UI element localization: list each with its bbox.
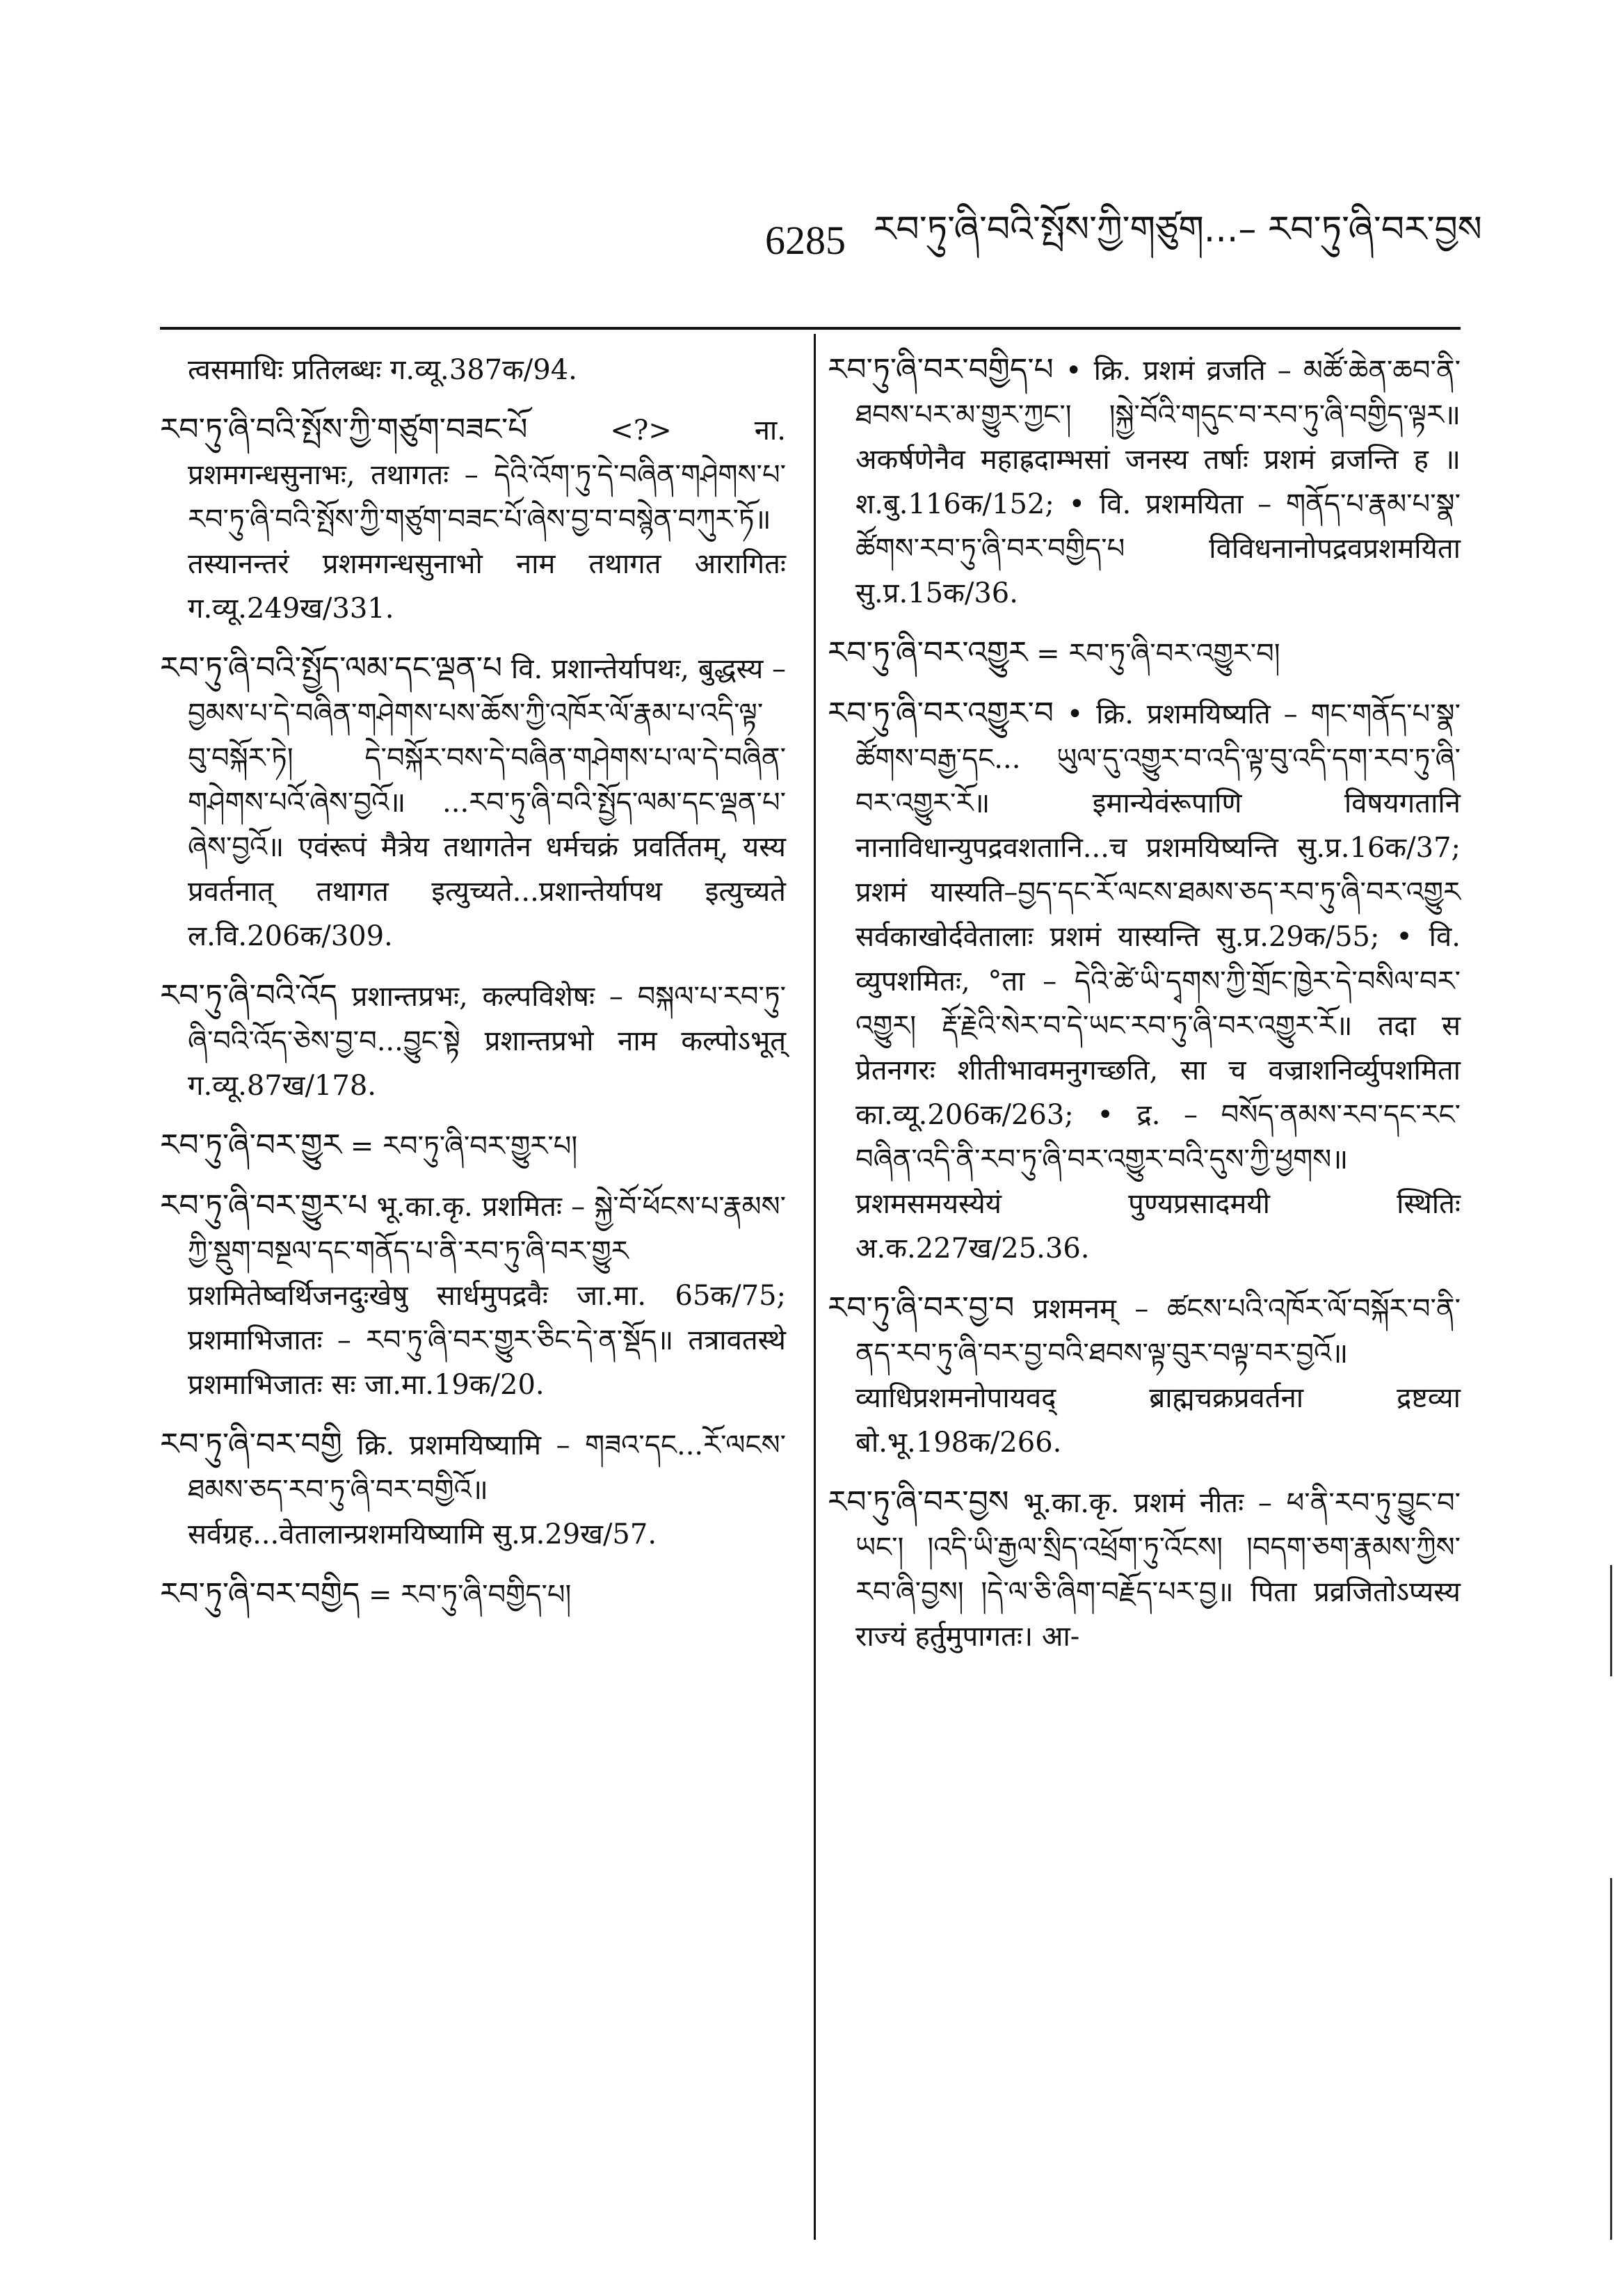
entry-text: क्रि. प्रशमयिष्यामि – གཟའ་དང...རོ་ལངས་ཐམས་ཅད་རབ་ཏུ་ཞི་བར་བགྱིའོ॥ सर्वग्रह...वेतालान्प्रशमयिष्यामि सु.प्र.29ख/57.	[188, 1429, 786, 1550]
entry-headword: རབ་ཏུ་ཞི་བར་བགྱིད་པ	[828, 352, 1054, 387]
dictionary-entry	[160, 348, 786, 392]
entry-headword: རབ་ཏུ་ཞི་བར་གྱུར་པ	[160, 1188, 368, 1224]
entry-headword: རབ་ཏུ་ཞི་བར་གྱུར	[160, 1128, 342, 1163]
entry-text: • क्रि. प्रशमयिष्यति – གང་གནོད་པ་སྣ་ཚོགས་བརྒྱ་དང... ཡུལ་དུ་འགྱུར་བ་འདི་ལྟ་བུ་འདི་དག་རབ་ཏུ་ཞི་བར་འགྱུར་རོ॥ इमान्येवंरूपाणि विषयगतानि नानाविधान्युपद्रवशतानि...च प्रशमयिष्यन्ति सु.प्र.16क/37; प्रशमं यास्यति–བྱད་དང་རོ་ལངས་ཐམས་ཅད་རབ་ཏུ་ཞི་བར་འགྱུར सर्वकाखोर्दवेतालाः प्रशमं यास्यन्ति सु.प्र.29क/55; • वि. व्युपशमितः, °ता – དེའི་ཚེ་ཡི་དྭགས་ཀྱི་གྲོང་ཁྱེར་དེ་བསིལ་བར་འགྱུར། རྡོ་རྗེའི་སེར་བ་དེ་ཡང་རབ་ཏུ་ཞི་བར་འགྱུར་རོ॥ तदा स प्रेतनगरः शीतीभावमनुगच्छति, सा च वज्राशनिर्व्युपशमिता का.व्यू.206क/263; • द्र. – བསོད་ནམས་རབ་དང་རང་བཞིན་འདི་ནི་རབ་ཏུ་ཞི་བར་འགྱུར་བའི་དུས་ཀྱི་ཕྱགས॥ प्रशमसमयस्येयं पुण्यप्रसादमयी स्थितिः अ.क.227ख/25.36.	[855, 698, 1461, 1265]
dictionary-entry	[828, 631, 1461, 676]
entry-text: भू.का.कृ. प्रशमितः – སྐྱེ་བོ་ཕོངས་པ་རྣམས་ཀྱི་སྡུག་བསྔལ་དང་གནོད་པ་ནི་རབ་ཏུ་ཞི་བར་གྱུར प्रशमितेष्वर्थिजनदुःखेषु सार्धमुपद्रवैः जा.मा. 65क/75; प्रशमाभिजातः – རབ་ཏུ་ཞི་བར་གྱུར་ཅིང་དེ་ན་སྡོད॥ तत्रावतस्थे प्रशमाभिजातः सः जा.मा.19क/20.	[188, 1191, 786, 1401]
dictionary-entry	[828, 1480, 1461, 1659]
right-column	[828, 348, 1461, 1674]
scan-edge-mark	[1610, 1878, 1612, 2240]
dictionary-entry	[160, 974, 786, 1108]
entry-headword: རབ་ཏུ་ཞི་བའི་སྤོས་ཀྱི་གཙུག་བཟང་པོ	[160, 412, 528, 447]
entry-text: = རབ་ཏུ་ཞི་བར་གྱུར་པ།	[350, 1130, 578, 1162]
page-header	[765, 209, 1482, 271]
left-column	[160, 348, 786, 1633]
entry-headword: རབ་ཏུ་ཞི་བར་བགྱི	[160, 1427, 342, 1462]
entry-headword: རབ་ཏུ་ཞི་བའི་འོད	[160, 978, 337, 1013]
entry-text: प्रशमनम् – ཚངས་པའི་འཁོར་ལོ་བསྐོར་བ་ནི་ནད་རབ་ཏུ་ཞི་བར་བྱ་བའི་ཐབས་ལྟ་བུར་བལྟ་བར་བྱའོ॥ व्याधिप्रशमनोपायवद् ब्राह्मचक्रप्रवर्तना द्रष्टव्या बो.भू.198क/266.	[855, 1293, 1461, 1459]
dictionary-entry	[828, 348, 1461, 616]
entry-text: = རབ་ཏུ་ཞི་བར་འགྱུར་བ།	[1036, 638, 1280, 670]
dictionary-entry	[828, 1286, 1461, 1465]
column-divider	[814, 334, 816, 2240]
entry-text: <?> ना. प्रशमगन्धसुनाभः, तथागतः – དེའི་འོག་ཏུ་དེ་བཞིན་གཤེགས་པ་རབ་ཏུ་ཞི་བའི་སྤོས་ཀྱི་གཙུག་བཟང་པོ་ཞེས་བྱ་བ་བསྙེན་བཀུར་ཏོ॥ तस्यानन्तरं प्रशमगन्धसुनाभो नाम तथागत आरागितः ग.व्यू.249ख/331.	[188, 415, 786, 625]
dictionary-entry	[160, 1123, 786, 1169]
entry-headword: རབ་ཏུ་ཞི་བར་བྱས	[828, 1484, 1009, 1520]
entry-headword: རབ་ཏུ་ཞི་བར་འགྱུར་བ	[828, 696, 1054, 731]
dictionary-entry	[160, 1184, 786, 1407]
entry-text: = རབ་ཏུ་ཞི་བགྱིད་པ།	[369, 1579, 572, 1611]
entry-headword: རབ་ཏུ་ཞི་བར་བྱ་བ	[828, 1290, 1015, 1326]
dictionary-entry	[160, 1572, 786, 1617]
entry-text: • क्रि. प्रशमं व्रजति – མཚོ་ཆེན་ཆབ་ནི་ཐབས་པར་མ་གྱུར་ཀྱང་། །སྐྱེ་བོའི་གདུང་བ་རབ་ཏུ་ཞི་བགྱིད་ལྟར॥ अकर्षणेनैव महाह्रदाम्भसां जनस्य तर्षाः प्रशमं व्रजन्ति ह ॥ श.बु.116क/152; • वि. प्रशमयिता – གནོད་པ་རྣམ་པ་སྣ་ཚོགས་རབ་ཏུ་ཞི་བར་བགྱིད་པ विविधनानोपद्रवप्रशमयिता सु.प्र.15क/36.	[855, 355, 1461, 609]
scan-edge-mark	[1610, 1565, 1612, 1676]
entry-headword: རབ་ཏུ་ཞི་བར་འགྱུར	[828, 635, 1028, 671]
dictionary-entry	[160, 408, 786, 631]
dictionary-entry	[828, 691, 1461, 1271]
dictionary-entry	[160, 646, 786, 958]
running-head: རབ་ཏུ་ཞི་བའི་སྤོས་ཀྱི་གཙུག...– རབ་ཏུ་ཞི་བར་བྱས	[874, 209, 1482, 250]
entry-text: त्वसमाधिः प्रतिलब्धः ग.व्यू.387क/94.	[188, 354, 577, 386]
entry-text: वि. प्रशान्तेर्यापथः, बुद्धस्य – བྱམས་པ་དེ་བཞིན་གཤེགས་པས་ཆོས་ཀྱི་འཁོར་ལོ་རྣམ་པ་འདི་ལྟ་བུ་བསྐོར་ཏེ། དེ་བསྐོར་བས་དེ་བཞིན་གཤེགས་པ་ལ་དེ་བཞིན་གཤེགས་པའོ་ཞེས་བྱའོ॥ ...རབ་ཏུ་ཞི་བའི་སྤྱོད་ལམ་དང་ལྡན་པ་ཞེས་བྱའོ॥ एवंरूपं मैत्रेय तथागतेन धर्मचक्रं प्रवर्तितम्, यस्य प्रवर्तनात् तथागत इत्युच्यते...प्रशान्तेर्यापथ इत्युच्यते ल.वि.206क/309.	[188, 653, 786, 952]
entry-headword: རབ་ཏུ་ཞི་བར་བགྱིད	[160, 1576, 360, 1612]
header-rule	[160, 327, 1461, 330]
entry-headword: རབ་ཏུ་ཞི་བའི་སྤྱོད་ལམ་དང་ལྡན་པ	[160, 650, 503, 686]
entry-text: भू.का.कृ. प्रशमं नीतः – ཕ་ནི་རབ་ཏུ་བྱུང་བ་ཡང་། །འདི་ཡི་རྒྱལ་སྲིད་འཕྲོག་ཏུ་འོངས། །བདག་ཅག་རྣམས་ཀྱིས་རབ་ཞི་བྱས། །དེ་ལ་ཅི་ཞིག་བརྗོད་པར་བྱ॥ पिता प्रव्रजितोऽप्यस्य राज्यं हर्तुमुपागतः। आ-	[855, 1487, 1461, 1653]
page-number: 6285	[765, 217, 846, 263]
entry-text: प्रशान्तप्रभः, कल्पविशेषः – བསྐལ་པ་རབ་ཏུ་ཞི་བའི་འོད་ཅེས་བྱ་བ...བྱུང་སྟེ प्रशान्तप्रभो नाम कल्पोऽभूत् ग.व्यू.87ख/178.	[188, 981, 787, 1102]
dictionary-entry	[160, 1422, 786, 1557]
